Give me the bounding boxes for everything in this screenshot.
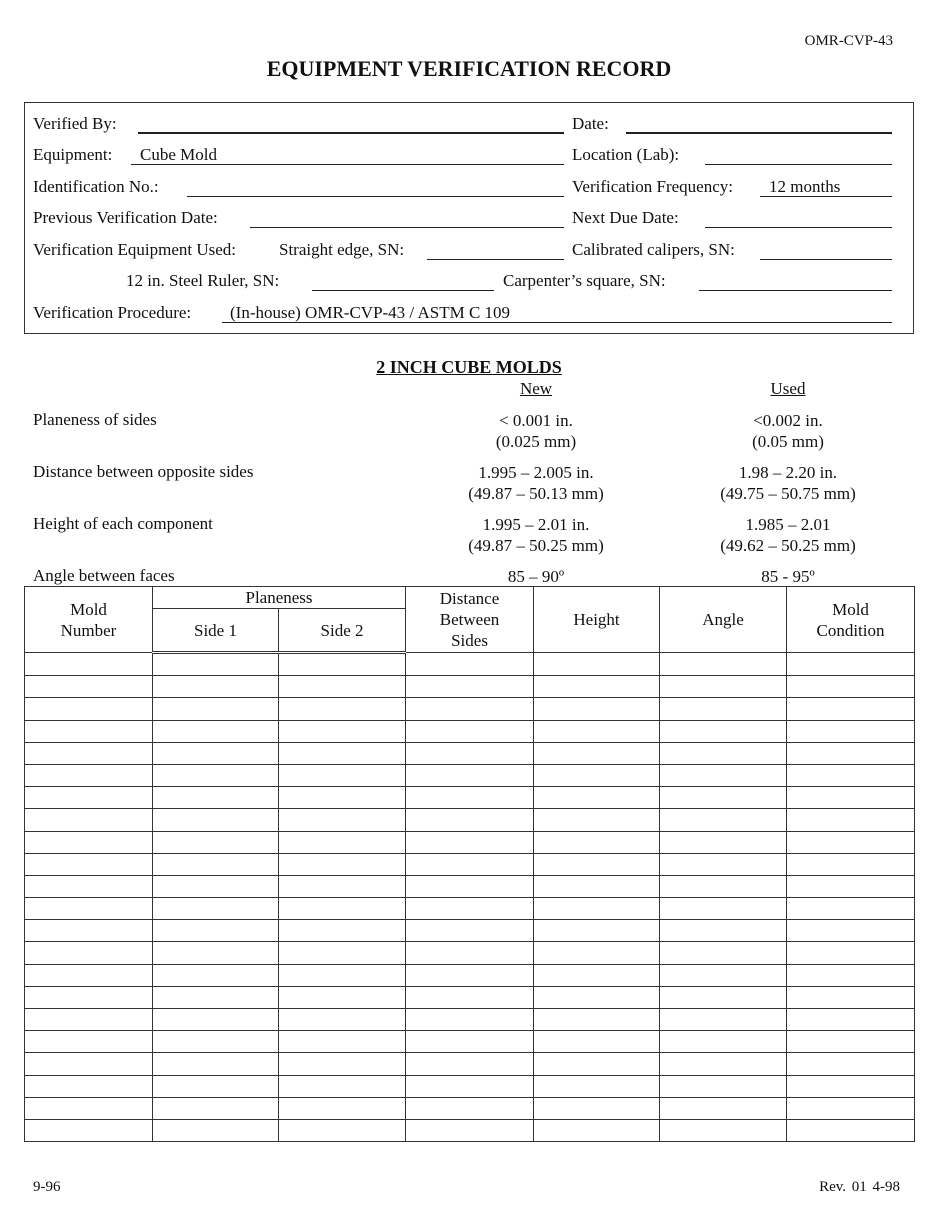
table-cell[interactable] xyxy=(25,853,153,875)
next-due-label: Next Due Date: xyxy=(572,208,679,227)
table-cell[interactable] xyxy=(787,1053,915,1075)
table-cell[interactable] xyxy=(406,1053,534,1075)
table-cell[interactable] xyxy=(787,964,915,986)
steel-ruler-label: 12 in. Steel Ruler, SN: xyxy=(126,271,280,290)
table-cell[interactable] xyxy=(534,964,660,986)
table-cell[interactable] xyxy=(153,831,279,853)
table-cell[interactable] xyxy=(406,698,534,720)
table-cell[interactable] xyxy=(406,787,534,809)
table-cell[interactable] xyxy=(25,986,153,1008)
table-cell[interactable] xyxy=(25,720,153,742)
identification-label: Identification No.: xyxy=(33,177,159,196)
table-cell[interactable] xyxy=(153,720,279,742)
table-row xyxy=(25,986,915,1008)
page-title: EQUIPMENT VERIFICATION RECORD xyxy=(266,56,672,81)
header-distance-between-sides: Distance Between Sides xyxy=(406,587,534,653)
table-cell[interactable] xyxy=(660,676,787,698)
table-cell[interactable] xyxy=(279,898,406,920)
header-side-2: Side 2 xyxy=(279,609,406,653)
carpenters-square-field[interactable] xyxy=(699,290,892,291)
table-cell[interactable] xyxy=(406,898,534,920)
previous-date-field[interactable] xyxy=(250,227,564,228)
table-cell[interactable] xyxy=(279,1119,406,1141)
header-mold-number: Mold Number xyxy=(25,587,153,653)
table-cell[interactable] xyxy=(534,742,660,764)
table-cell[interactable] xyxy=(660,853,787,875)
table-cell[interactable] xyxy=(534,831,660,853)
table-cell[interactable] xyxy=(279,676,406,698)
table-cell[interactable] xyxy=(153,1053,279,1075)
table-cell[interactable] xyxy=(787,720,915,742)
table-cell[interactable] xyxy=(153,1009,279,1031)
table-cell[interactable] xyxy=(406,920,534,942)
table-cell[interactable] xyxy=(153,1097,279,1119)
table-cell[interactable] xyxy=(25,920,153,942)
table-cell[interactable] xyxy=(660,742,787,764)
table-cell[interactable] xyxy=(660,986,787,1008)
table-cell[interactable] xyxy=(534,920,660,942)
table-row xyxy=(25,698,915,720)
table-cell[interactable] xyxy=(25,809,153,831)
footer-right: Rev. 01 4-98 xyxy=(819,1179,900,1195)
spec-used-angle: 85 - 95º xyxy=(761,567,815,586)
date-field[interactable] xyxy=(626,132,892,134)
table-cell[interactable] xyxy=(787,1075,915,1097)
table-cell[interactable] xyxy=(787,920,915,942)
table-cell[interactable] xyxy=(153,942,279,964)
table-cell[interactable] xyxy=(534,1075,660,1097)
identification-field[interactable] xyxy=(187,196,564,197)
table-row xyxy=(25,742,915,764)
spec-used-distance: 1.98 – 2.20 in. (49.75 – 50.75 mm) xyxy=(720,463,856,503)
next-due-field[interactable] xyxy=(705,227,892,228)
table-cell[interactable] xyxy=(660,698,787,720)
table-cell[interactable] xyxy=(787,676,915,698)
table-cell[interactable] xyxy=(25,653,153,676)
table-cell[interactable] xyxy=(279,1075,406,1097)
table-cell[interactable] xyxy=(279,764,406,786)
table-cell[interactable] xyxy=(660,1097,787,1119)
spec-new-planeness: < 0.001 in. (0.025 mm) xyxy=(495,411,577,451)
table-cell[interactable] xyxy=(534,1053,660,1075)
table-cell[interactable] xyxy=(279,942,406,964)
table-cell[interactable] xyxy=(25,1097,153,1119)
table-cell[interactable] xyxy=(406,1119,534,1141)
table-cell[interactable] xyxy=(153,853,279,875)
table-cell[interactable] xyxy=(660,809,787,831)
table-cell[interactable] xyxy=(660,787,787,809)
footer-left: 9-96 xyxy=(33,1179,61,1195)
table-cell[interactable] xyxy=(25,1053,153,1075)
table-cell[interactable] xyxy=(279,698,406,720)
table-cell[interactable] xyxy=(406,964,534,986)
table-cell[interactable] xyxy=(406,653,534,676)
table-cell[interactable] xyxy=(660,1119,787,1141)
table-cell[interactable] xyxy=(406,1075,534,1097)
table-cell[interactable] xyxy=(787,1119,915,1141)
spec-label-distance: Distance between opposite sides xyxy=(33,462,254,481)
table-row xyxy=(25,787,915,809)
table-cell[interactable] xyxy=(153,986,279,1008)
table-cell[interactable] xyxy=(534,1009,660,1031)
table-cell[interactable] xyxy=(534,676,660,698)
table-cell[interactable] xyxy=(534,1097,660,1119)
section-title: 2 INCH CUBE MOLDS xyxy=(376,357,562,377)
table-row xyxy=(25,1009,915,1031)
table-cell[interactable] xyxy=(153,764,279,786)
header-side-1: Side 1 xyxy=(153,609,279,653)
header-planeness: Planeness xyxy=(153,587,406,609)
table-cell[interactable] xyxy=(660,898,787,920)
spec-used-planeness: <0.002 in. (0.05 mm) xyxy=(752,411,824,451)
table-cell[interactable] xyxy=(660,1009,787,1031)
spec-new-height: 1.995 – 2.01 in. (49.87 – 50.25 mm) xyxy=(468,515,604,555)
spec-new-distance: 1.995 – 2.005 in. (49.87 – 50.13 mm) xyxy=(468,463,604,503)
table-cell[interactable] xyxy=(25,1075,153,1097)
table-cell[interactable] xyxy=(25,898,153,920)
table-cell[interactable] xyxy=(534,787,660,809)
steel-ruler-field[interactable] xyxy=(312,290,494,291)
table-cell[interactable] xyxy=(787,653,915,676)
calipers-field[interactable] xyxy=(760,259,892,260)
table-cell[interactable] xyxy=(153,920,279,942)
table-cell[interactable] xyxy=(787,1031,915,1053)
table-cell[interactable] xyxy=(406,831,534,853)
table-row xyxy=(25,720,915,742)
spec-new-angle: 85 – 90º xyxy=(507,567,565,586)
table-cell[interactable] xyxy=(279,1053,406,1075)
table-row xyxy=(25,653,915,676)
table-cell[interactable] xyxy=(25,742,153,764)
table-cell[interactable] xyxy=(787,898,915,920)
frequency-value: 12 months xyxy=(769,177,841,196)
table-cell[interactable] xyxy=(534,653,660,676)
table-cell[interactable] xyxy=(406,942,534,964)
spec-label-height: Height of each component xyxy=(33,514,213,533)
table-cell[interactable] xyxy=(279,920,406,942)
table-cell[interactable] xyxy=(25,787,153,809)
table-cell[interactable] xyxy=(25,676,153,698)
table-row xyxy=(25,1031,915,1053)
column-new-heading: New xyxy=(519,379,553,398)
table-cell[interactable] xyxy=(787,698,915,720)
straight-edge-field[interactable] xyxy=(427,259,564,260)
table-cell[interactable] xyxy=(534,764,660,786)
verified-by-label: Verified By: xyxy=(33,114,117,133)
location-field[interactable] xyxy=(705,164,892,165)
table-cell[interactable] xyxy=(534,1031,660,1053)
table-cell[interactable] xyxy=(660,653,787,676)
date-label: Date: xyxy=(572,114,609,133)
table-cell[interactable] xyxy=(787,831,915,853)
table-row xyxy=(25,1075,915,1097)
table-cell[interactable] xyxy=(660,942,787,964)
procedure-value: (In-house) OMR-CVP-43 / ASTM C 109 xyxy=(230,303,511,322)
table-row xyxy=(25,875,915,897)
table-cell[interactable] xyxy=(279,986,406,1008)
table-cell[interactable] xyxy=(660,1053,787,1075)
table-cell[interactable] xyxy=(153,1075,279,1097)
table-cell[interactable] xyxy=(279,809,406,831)
table-cell[interactable] xyxy=(279,653,406,676)
table-cell[interactable] xyxy=(153,809,279,831)
column-used-heading: Used xyxy=(770,379,806,398)
table-cell[interactable] xyxy=(406,875,534,897)
table-cell[interactable] xyxy=(279,1031,406,1053)
table-cell[interactable] xyxy=(534,720,660,742)
table-cell[interactable] xyxy=(25,875,153,897)
table-cell[interactable] xyxy=(279,853,406,875)
table-row xyxy=(25,764,915,786)
equipment-used-label: Verification Equipment Used: xyxy=(33,240,237,259)
table-cell[interactable] xyxy=(406,986,534,1008)
table-cell[interactable] xyxy=(660,720,787,742)
table-row xyxy=(25,831,915,853)
table-cell[interactable] xyxy=(406,720,534,742)
table-cell[interactable] xyxy=(25,831,153,853)
table-cell[interactable] xyxy=(279,742,406,764)
table-cell[interactable] xyxy=(787,875,915,897)
table-cell[interactable] xyxy=(406,1097,534,1119)
table-cell[interactable] xyxy=(406,809,534,831)
table-cell[interactable] xyxy=(153,1031,279,1053)
table-row xyxy=(25,676,915,698)
table-cell[interactable] xyxy=(534,1119,660,1141)
table-cell[interactable] xyxy=(787,1009,915,1031)
equipment-value: Cube Mold xyxy=(140,145,217,164)
table-cell[interactable] xyxy=(660,831,787,853)
table-cell[interactable] xyxy=(787,853,915,875)
table-cell[interactable] xyxy=(534,875,660,897)
verified-by-field[interactable] xyxy=(138,132,564,134)
table-row xyxy=(25,1097,915,1119)
spec-label-planeness: Planeness of sides xyxy=(33,410,157,429)
table-cell[interactable] xyxy=(279,787,406,809)
table-row xyxy=(25,898,915,920)
procedure-label: Verification Procedure: xyxy=(33,303,192,322)
table-cell[interactable] xyxy=(153,676,279,698)
carpenters-square-label: Carpenter’s square, SN: xyxy=(503,271,666,290)
table-cell[interactable] xyxy=(25,1119,153,1141)
previous-date-label: Previous Verification Date: xyxy=(33,208,218,227)
table-cell[interactable] xyxy=(787,742,915,764)
table-cell[interactable] xyxy=(534,942,660,964)
table-cell[interactable] xyxy=(406,676,534,698)
table-row xyxy=(25,1053,915,1075)
table-cell[interactable] xyxy=(660,875,787,897)
header-mold-condition: Mold Condition xyxy=(787,587,915,653)
table-cell[interactable] xyxy=(153,964,279,986)
table-cell[interactable] xyxy=(534,898,660,920)
table-cell[interactable] xyxy=(153,698,279,720)
table-cell[interactable] xyxy=(279,1097,406,1119)
table-cell[interactable] xyxy=(406,764,534,786)
table-cell[interactable] xyxy=(25,942,153,964)
table-cell[interactable] xyxy=(534,986,660,1008)
table-cell[interactable] xyxy=(25,1031,153,1053)
table-cell[interactable] xyxy=(25,764,153,786)
table-row xyxy=(25,809,915,831)
header-angle: Angle xyxy=(660,587,787,653)
table-cell[interactable] xyxy=(153,787,279,809)
table-cell[interactable] xyxy=(406,853,534,875)
table-cell[interactable] xyxy=(25,698,153,720)
location-label: Location (Lab): xyxy=(572,145,680,164)
table-cell[interactable] xyxy=(153,875,279,897)
table-cell[interactable] xyxy=(25,964,153,986)
table-row xyxy=(25,853,915,875)
table-cell[interactable] xyxy=(534,853,660,875)
table-row xyxy=(25,964,915,986)
table-cell[interactable] xyxy=(279,964,406,986)
calipers-label: Calibrated calipers, SN: xyxy=(572,240,735,259)
table-cell[interactable] xyxy=(787,809,915,831)
table-cell[interactable] xyxy=(534,809,660,831)
mold-verification-table xyxy=(24,586,915,1142)
table-cell[interactable] xyxy=(787,764,915,786)
spec-used-height: 1.985 – 2.01 (49.62 – 50.25 mm) xyxy=(720,515,856,555)
table-row xyxy=(25,1119,915,1141)
table-cell[interactable] xyxy=(787,1097,915,1119)
table-cell[interactable] xyxy=(153,653,279,676)
table-cell[interactable] xyxy=(660,964,787,986)
table-cell[interactable] xyxy=(660,764,787,786)
table-row xyxy=(25,942,915,964)
document-code: OMR-CVP-43 xyxy=(804,33,893,49)
table-cell[interactable] xyxy=(787,942,915,964)
table-body xyxy=(25,653,915,1142)
spec-label-angle: Angle between faces xyxy=(33,566,175,585)
table-cell[interactable] xyxy=(279,1009,406,1031)
table-cell[interactable] xyxy=(153,742,279,764)
table-cell[interactable] xyxy=(406,742,534,764)
table-cell[interactable] xyxy=(25,1009,153,1031)
table-cell[interactable] xyxy=(534,698,660,720)
equipment-label: Equipment: xyxy=(33,145,113,164)
table-cell[interactable] xyxy=(279,720,406,742)
table-cell[interactable] xyxy=(787,787,915,809)
table-cell[interactable] xyxy=(787,986,915,1008)
straight-edge-label: Straight edge, SN: xyxy=(279,240,405,259)
frequency-label: Verification Frequency: xyxy=(572,177,733,196)
table-cell[interactable] xyxy=(660,920,787,942)
table-row xyxy=(25,920,915,942)
table-cell[interactable] xyxy=(406,1009,534,1031)
table-cell[interactable] xyxy=(153,898,279,920)
table-cell[interactable] xyxy=(279,831,406,853)
header-height: Height xyxy=(534,587,660,653)
table-cell[interactable] xyxy=(406,1031,534,1053)
table-cell[interactable] xyxy=(660,1031,787,1053)
table-cell[interactable] xyxy=(660,1075,787,1097)
table-cell[interactable] xyxy=(279,875,406,897)
table-cell[interactable] xyxy=(153,1119,279,1141)
